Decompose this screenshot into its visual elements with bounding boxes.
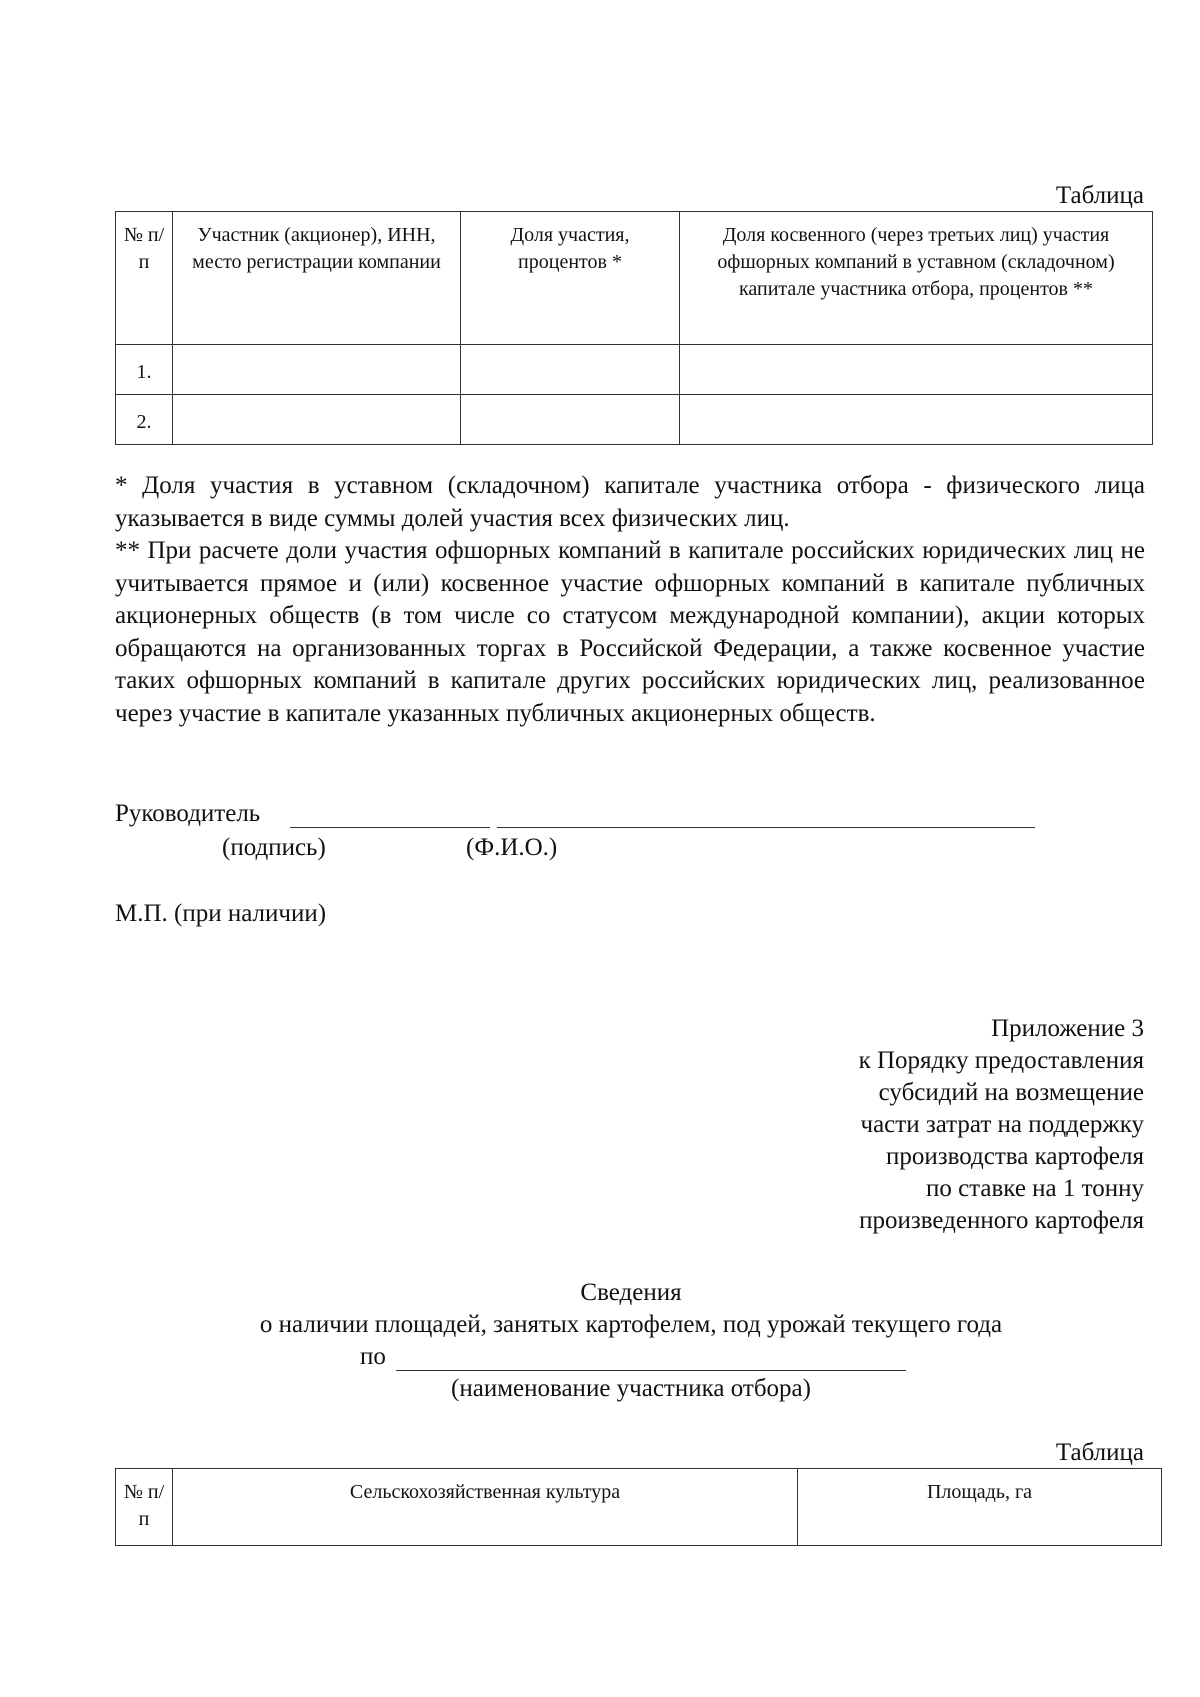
by-label: по xyxy=(360,1343,386,1370)
appendix-line: субсидий на возмещение xyxy=(878,1079,1144,1106)
table-cell[interactable] xyxy=(461,395,680,445)
table-header-row xyxy=(116,212,1153,345)
header-cell-number: № п/п xyxy=(116,1469,173,1546)
table-cell[interactable] xyxy=(173,345,461,395)
header-cell-crop: Сельскохозяйственная культура xyxy=(173,1469,798,1546)
table1-caption: Таблица xyxy=(1055,182,1144,209)
signature-caption: (подпись) xyxy=(222,834,326,861)
table-row xyxy=(116,345,1153,395)
header-cell-participant: Участник (акционер), ИНН, место регистрации компании xyxy=(173,212,461,345)
footnote-1: * Доля участия в уставном (складочном) капитале участника отбора - физического лица указывается в виде суммы долей участия всех физических лиц. xyxy=(115,472,1145,532)
head-label: Руководитель xyxy=(115,800,261,827)
table-cell[interactable] xyxy=(680,395,1153,445)
participant-name-line[interactable] xyxy=(396,1370,906,1371)
appendix-header xyxy=(700,1013,1144,1237)
appendix-line: к Порядку предоставления xyxy=(858,1047,1144,1074)
row-number: 1. xyxy=(116,345,173,395)
table-cell[interactable] xyxy=(680,345,1153,395)
footnotes xyxy=(115,470,1145,730)
header-cell-offshore-share: Доля косвенного (через третьих лиц) участия офшорных компаний в уставном (складочном) капитале участника отбора, процентов ** xyxy=(680,212,1153,345)
participants-table xyxy=(115,211,1153,445)
table-cell[interactable] xyxy=(461,345,680,395)
name-line[interactable] xyxy=(497,827,1035,828)
stamp-label: М.П. (при наличии) xyxy=(115,900,327,927)
table-header-row xyxy=(116,1469,1162,1546)
footnote-2: ** При расчете доли участия офшорных компаний в капитале российских юридических лиц не учитывается прямое и (или) косвенное участие офшорных компаний в капитале публичных акционерных обществ (в том числе со статусом международной компании), акции которых обращаются на организованных торгах в Российской Федерации, а также косвенное участие таких офшорных компаний в капитале других российских юридических лиц, реализованное через участие в капитале указанных публичных акционерных обществ. xyxy=(115,537,1145,727)
row-number: 2. xyxy=(116,395,173,445)
appendix-line: Приложение 3 xyxy=(991,1015,1144,1042)
appendix-line: произведенного картофеля xyxy=(859,1207,1144,1234)
areas-table xyxy=(115,1468,1162,1546)
header-cell-area: Площадь, га xyxy=(798,1469,1162,1546)
appendix-line: по ставке на 1 тонну xyxy=(925,1175,1144,1202)
header-cell-number: № п/п xyxy=(116,212,173,345)
info-subtitle: о наличии площадей, занятых картофелем, под урожай текущего года xyxy=(259,1311,1003,1338)
name-caption: (Ф.И.О.) xyxy=(466,834,558,861)
appendix-line: производства картофеля xyxy=(885,1143,1144,1170)
participant-name-caption: (наименование участника отбора) xyxy=(451,1375,811,1402)
header-cell-share: Доля участия, процентов * xyxy=(461,212,680,345)
table2-caption: Таблица xyxy=(1055,1439,1144,1466)
table-row xyxy=(116,395,1153,445)
appendix-line: части затрат на поддержку xyxy=(860,1111,1144,1138)
table-cell[interactable] xyxy=(173,395,461,445)
signature-line[interactable] xyxy=(290,827,490,828)
info-title: Сведения xyxy=(580,1279,682,1306)
